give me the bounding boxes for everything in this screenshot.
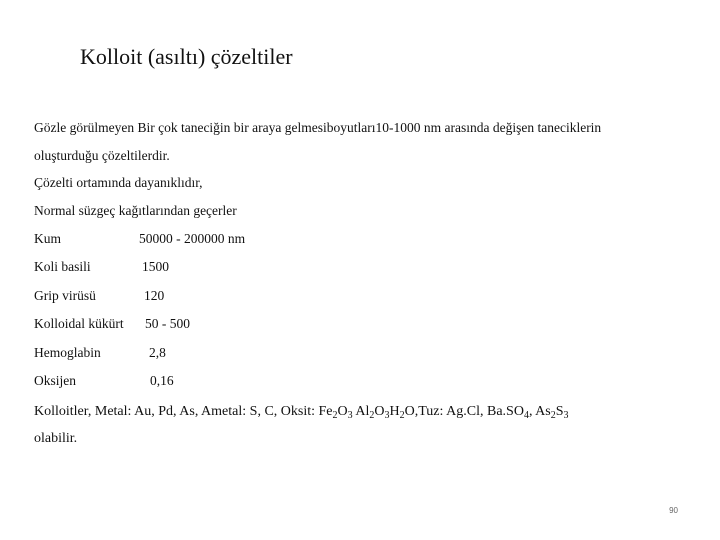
size-label: Grip virüsü: [34, 288, 96, 303]
size-value: 1500: [142, 259, 169, 274]
formula-as2s3: $As_2S_3$: [535, 404, 569, 421]
intro-line-1: Gözle görülmeyen Bir çok taneciğin bir araya gelmesiboyutları10-1000 nm arasında değişen taneciklerin: [34, 120, 602, 135]
size-label: Koli basili: [34, 259, 91, 274]
conclusion-line-2: olabilir.: [34, 431, 78, 446]
conclusion-prefix: Kolloitler, Metal: Au, Pd, As, Ametal: S, C, Oksit:: [34, 404, 319, 419]
formula-fe2o3: $Fe_2O_3$: [318, 404, 353, 421]
page-number: 90: [669, 506, 678, 515]
size-label: Hemoglabin: [34, 345, 101, 360]
size-value: 50 - 500: [145, 316, 190, 331]
slide-title: Kolloit (asıltı) çözeltiler: [80, 44, 293, 69]
formula-al2o3h2o: $Al_2O_3H_2O$,: [355, 404, 419, 421]
size-value: 0,16: [150, 373, 174, 388]
size-value: 2,8: [149, 345, 166, 360]
size-value: 120: [144, 288, 165, 303]
size-label: Oksijen: [34, 373, 76, 388]
size-label: Kolloidal kükürt: [34, 316, 124, 331]
intro-line-2: oluşturduğu çözeltilerdir.: [34, 148, 170, 163]
conclusion-line-1: Kolloitler, Metal: Au, Pd, As, Ametal: S, C, Oksit: $Fe_2O_3$ $Al_2O_3H_2O,Tuz$: Ag.Cl, $Ba.SO_4$, $As_2S_3$: [34, 404, 569, 421]
size-value: 50000 - 200000 nm: [139, 231, 246, 246]
size-label: Kum: [34, 231, 61, 246]
formula-tuz: Tuz: Ag.Cl, $Ba.SO_4$: [418, 404, 529, 421]
property-filter: Normal süzgeç kağıtlarından geçerler: [34, 203, 237, 218]
property-stability: Çözelti ortamında dayanıklıdır,: [34, 175, 203, 190]
